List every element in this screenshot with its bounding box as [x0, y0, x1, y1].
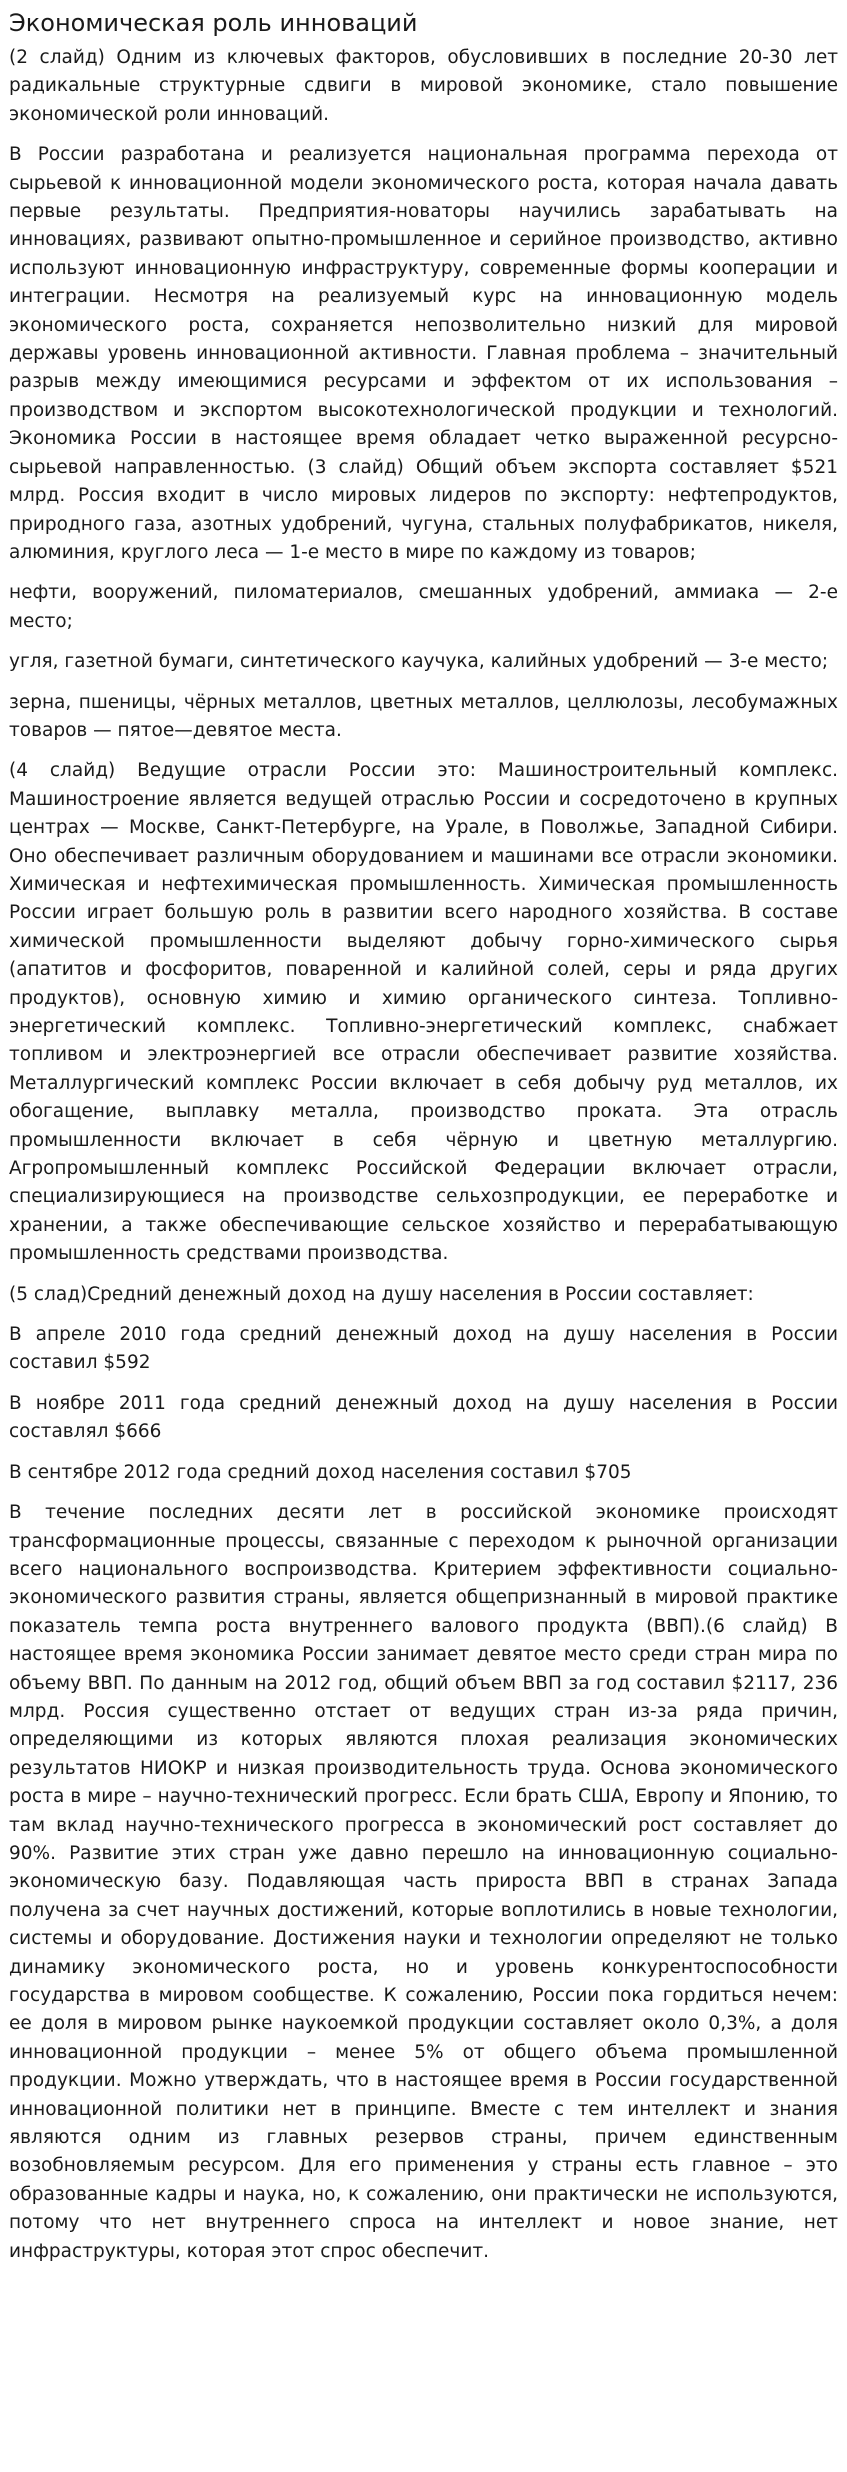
document-title: Экономическая роль инноваций [9, 9, 418, 37]
paragraph-leading-industries: (4 слайд) Ведущие отрасли России это: Машиностроительный комплекс. Машиностроение является ведущей отраслью России и сосредоточено в крупных центрах — Москве, Санкт-Петербурге, на Урале, в Поволжье, Западной Сибири. Оно обеспечивает различным оборудованием и машинами все отрасли экономики. Химическая и нефтехимическая промышленность. Химическая промышленность России играет большую роль в развитии всего народного хозяйства. В составе химической промышленности выделяют добычу горно-химического сырья (апатитов и фосфоритов, поваренной и калийной солей, серы и ряда других продуктов), основную химию и химию органического синтеза. Топливно-энергетический комплекс. Топливно-энергетический комплекс, снабжает топливом и электроэнергией все отрасли обеспечивает развитие хозяйства. Металлургический комплекс России включает в себя добычу руд металлов, их обогащение, выплавку металла, производство проката. Эта отрасль промышленности включает в себя чёрную и цветную металлургию. Агропромышленный комплекс Российской Федерации включает отрасли, специализирующиеся на производстве сельхозпродукции, ее переработке и хранении, а также обеспечивающие сельское хозяйство и перерабатывающую промышленность средствами производства. [9, 760, 838, 1265]
paragraph-export-third-place: угля, газетной бумаги, синтетического каучука, калийных удобрений — 3-е место; [9, 651, 829, 673]
paragraph-income-2012: В сентябре 2012 года средний доход населения составил $705 [9, 1461, 632, 1483]
paragraph-gdp-innovation: В течение последних десяти лет в российской экономике происходят трансформационные процессы, связанные с переходом к рыночной организации всего национального воспроизводства. Критерием эффективности социально-экономического развития страны, является общепризнанный в мировой практике показатель темпа роста внутреннего валового продукта (ВВП).(6 слайд) В настоящее время экономика России занимает девятое место среди стран мира по объему ВВП. По данным на 2012 год, общий объем ВВП за год составил $2117, 236 млрд. Россия существенно отстает от ведущих стран из-за ряда причин, определяющими из которых являются плохая реализация экономических результатов НИОКР и низкая производительность труда. Основа экономического роста в мире – научно-технический прогресс. Если брать США, Европу и Японию, то там вклад научно-технического прогресса в экономический рост составляет до 90%. Развитие этих стран уже давно перешло на инновационную социально-экономическую базу. Подавляющая часть прироста ВВП в странах Запада получена за счет научных достижений, которые воплотились в новые технологии, системы и оборудование. Достижения науки и технологии определяют не только динамику экономического роста, но и уровень конкурентоспособности государства в мировом сообществе. К сожалению, России пока гордиться нечем: ее доля в мировом рынке наукоемкой продукции составляет около 0,3%, а доля инновационной продукции – менее 5% от общего объема промышленной продукции. Можно утверждать, что в настоящее время в России государственной инновационной политики нет в принципе. Вместе с тем интеллект и знания являются одним из главных резервов страны, причем единственным возобновляемым ресурсом. Для его применения у страны есть главное – это образованные кадры и наука, но, к сожалению, они практически не используются, потому что нет внутреннего спроса на интеллект и новое знание, нет инфраструктуры, которая этот спрос обеспечит. [9, 1502, 838, 2262]
paragraph-income-2010: В апреле 2010 года средний денежный доход на душу населения в России составил $592 [9, 1324, 838, 1374]
paragraph-intro: (2 слайд) Одним из ключевых факторов, обусловивших в последние 20-30 лет радикальные структурные сдвиги в мировой экономике, стало повышение экономической роли инноваций. [9, 47, 838, 125]
paragraph-income-2011: В ноябре 2011 года средний денежный доход на душу населения в России составлял $666 [9, 1392, 838, 1443]
paragraph-export-second-place: нефти, вооружений, пиломатериалов, смешанных удобрений, аммиака — 2-е место; [9, 582, 838, 632]
paragraph-export-fifth-ninth-place: зерна, пшеницы, чёрных металлов, цветных металлов, целлюлозы, лесобумажных товаров — пятое—девятое места. [9, 691, 838, 741]
paragraph-national-program: В России разработана и реализуется национальная программа перехода от сырьевой к инновационной модели экономического роста, которая начала давать первые результаты. Предприятия-новаторы научились зарабатывать на инновациях, развивают опытно-промышленное и серийное производство, активно используют инновационную инфраструктуру, современные формы кооперации и интеграции. Несмотря на реализуемый курс на инновационную модель экономического роста, сохраняется непозволительно низкий для мировой державы уровень инновационной активности. Главная проблема – значительный разрыв между имеющимися ресурсами и эффектом от их использования – производством и экспортом высокотехнологической продукции и технологий. Экономика России в настоящее время обладает четко выраженной ресурсно-сырьевой направленностью. (3 слайд) Общий объем экспорта составляет $521 млрд. Россия входит в число мировых лидеров по экспорту: нефтепродуктов, природного газа, азотных удобрений, чугуна, стальных полуфабрикатов, никеля, алюминия, круглого леса — 1-е место в мире по каждому из товаров; [9, 144, 838, 563]
paragraph-income-heading: (5 слад)Средний денежный доход на душу населения в России составляет: [9, 1283, 754, 1305]
